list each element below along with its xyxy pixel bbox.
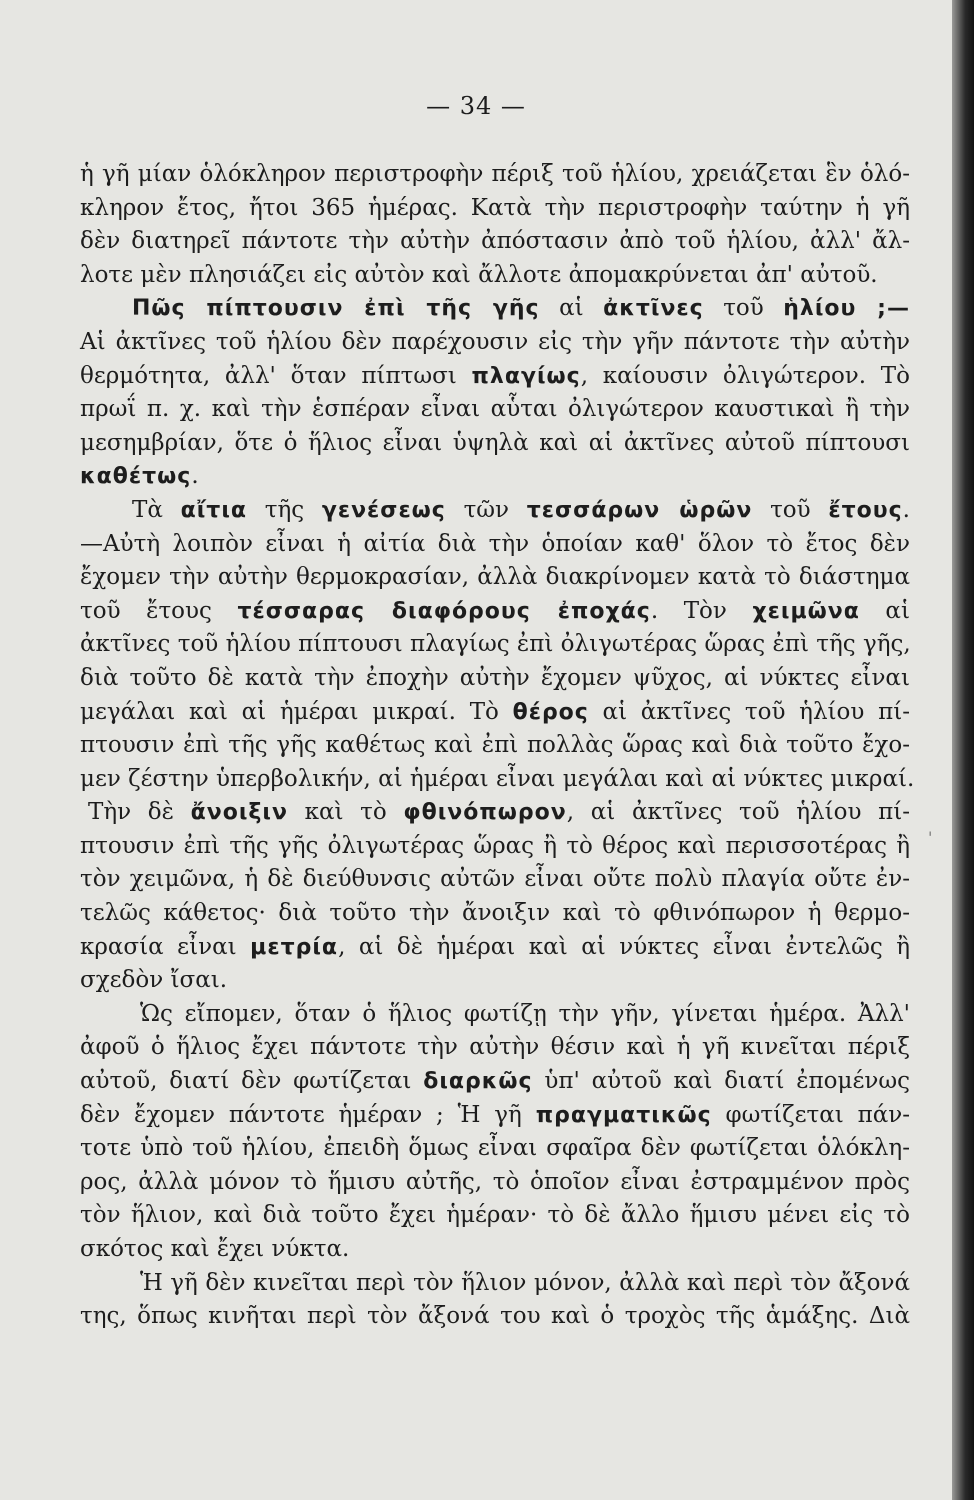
- text-segment: , αἱ δὲ ἡμέραι καὶ αἱ νύκτες εἶναι ἐντελῶς ἢ: [338, 933, 911, 960]
- text-line: [80, 1300, 910, 1334]
- text-segment: πρωΐ π. χ. καὶ τὴν ἑσπέραν εἶναι αὗται ὀλιγώτερον καυστικαὶ ἢ τὴν: [80, 396, 910, 423]
- text-segment: δὲν ἔχομεν πάντοτε ἡμέραν ; Ἡ γῆ: [80, 1101, 536, 1128]
- text-segment: της, ὅπως κινῆται περὶ τὸν ἄξονά του καὶ ὁ τροχὸς τῆς ἁμάξης. Διὰ: [80, 1303, 910, 1330]
- emphasis-text: θέρος: [512, 699, 589, 725]
- text-segment: τοῦ: [752, 496, 829, 523]
- text-line: [80, 998, 910, 1032]
- text-segment: μεν ζέστην ὑπερβολικήν, αἱ ἡμέραι εἶναι μεγάλαι καὶ αἱ νύκτες μικραί.: [80, 765, 915, 792]
- text-segment: καὶ τὸ: [287, 799, 404, 826]
- emphasis-text: αἴτια: [180, 497, 248, 523]
- text-line: [80, 1166, 910, 1200]
- text-line: [80, 1199, 910, 1233]
- emphasis-text: ἔτους: [828, 497, 903, 523]
- book-spine: [952, 0, 974, 1500]
- text-segment: Αἱ ἀκτῖνες τοῦ ἡλίου δὲν παρέχουσιν εἰς τὴν γῆν πάντοτε τὴν αὐτὴν: [80, 328, 910, 355]
- text-segment: Τὰ: [132, 496, 181, 523]
- text-line: [80, 897, 910, 931]
- text-segment: ἔχομεν τὴν αὐτὴν θερμοκρασίαν, ἀλλὰ διακρίνομεν κατὰ τὸ διάστημα: [80, 564, 910, 591]
- text-line: [80, 696, 910, 730]
- text-segment: ἀφοῦ ὁ ἥλιος ἔχει πάντοτε τὴν αὐτὴν θέσιν καὶ ἡ γῆ κινεῖται πέριξ: [80, 1034, 910, 1061]
- text-segment: αἱ: [539, 295, 604, 322]
- page-number: — 34 —: [426, 92, 526, 120]
- text-segment: διὰ τοῦτο δὲ κατὰ τὴν ἐποχὴν αὐτὴν ἔχομεν ψῦχος, αἱ νύκτες εἶναι: [80, 664, 910, 691]
- emphasis-text: τεσσάρων ὡρῶν: [526, 497, 753, 523]
- text-segment: Τὴν δὲ: [88, 799, 191, 826]
- emphasis-text: Πῶς πίπτουσιν ἐπὶ τῆς γῆς: [132, 296, 540, 322]
- text-line: [80, 393, 910, 427]
- margin-mark: ': [928, 828, 933, 847]
- text-line: [80, 1031, 910, 1065]
- text-segment: Ὡς εἴπομεν, ὅταν ὁ ἥλιος φωτίζῃ τὴν γῆν, γίνεται ἡμέρα. Ἀλλ': [140, 1000, 910, 1027]
- text-line: [80, 225, 910, 259]
- text-segment: —Αὐτὴ λοιπὸν εἶναι ἡ αἰτία διὰ τὴν ὁποίαν καθ' ὅλον τὸ ἔτος δὲν: [80, 530, 910, 557]
- text-line: [80, 1267, 910, 1301]
- text-segment: , καίουσιν ὀλιγώτερον. Τὸ: [580, 362, 910, 389]
- text-segment: ἀκτῖνες τοῦ ἡλίου πίπτουσι πλαγίως ἐπὶ ὀλιγωτέρας ὥρας ἐπὶ τῆς γῆς,: [80, 631, 911, 658]
- text-line: [80, 1099, 910, 1133]
- text-segment: αἱ ἀκτῖνες τοῦ ἡλίου πί-: [588, 698, 910, 725]
- text-line: [80, 595, 910, 629]
- text-segment: ἡ γῆ μίαν ὁλόκληρον περιστροφὴν πέριξ τοῦ ἡλίου, χρειάζεται ἓν ὁλό-: [80, 161, 910, 187]
- text-line: [80, 1065, 910, 1099]
- text-line: [80, 863, 910, 897]
- text-line: [80, 662, 910, 696]
- text-line: [80, 259, 910, 293]
- emphasis-text: ἡλίου ;—: [783, 296, 910, 322]
- text-segment: φωτίζεται πάν-: [711, 1101, 911, 1128]
- text-line: [80, 561, 910, 595]
- emphasis-text: πλαγίως: [471, 363, 581, 389]
- emphasis-text: χειμῶνα: [752, 598, 860, 624]
- text-line: [80, 460, 910, 494]
- emphasis-text: ἀκτῖνες: [603, 296, 704, 322]
- emphasis-text: γενέσεως: [321, 497, 446, 523]
- text-segment: τῶν: [445, 496, 527, 523]
- text-segment: τελῶς κάθετος· διὰ τοῦτο τὴν ἄνοιξιν καὶ τὸ φθινόπωρον ἡ θερμο-: [80, 900, 910, 927]
- text-segment: τοῦ: [703, 295, 784, 322]
- text-line: [80, 1132, 910, 1166]
- text-segment: αὐτοῦ, διατί δὲν φωτίζεται: [80, 1068, 424, 1095]
- emphasis-text: τέσσαρας διαφόρους ἐποχάς: [237, 598, 651, 624]
- text-segment: τοῦ ἔτους: [80, 597, 238, 624]
- emphasis-text: πραγματικῶς: [535, 1102, 712, 1128]
- text-line: [80, 360, 910, 394]
- text-segment: .: [902, 496, 910, 523]
- text-line: [80, 494, 910, 528]
- text-line: [80, 158, 910, 192]
- text-line: [80, 830, 910, 864]
- text-line: [80, 292, 910, 326]
- text-segment: τοτε ὑπὸ τοῦ ἡλίου, ἐπειδὴ ὅμως εἶναι σφαῖρα δὲν φωτίζεται ὁλόκλη-: [80, 1135, 910, 1162]
- text-line: [80, 192, 910, 226]
- text-line: [80, 628, 910, 662]
- text-segment: μεσημβρίαν, ὅτε ὁ ἥλιος εἶναι ὑψηλὰ καὶ αἱ ἀκτῖνες αὐτοῦ πίπτουσι: [80, 429, 910, 456]
- text-segment: ὑπ' αὐτοῦ καὶ διατί ἐπομένως: [532, 1068, 910, 1095]
- text-segment: ρος, ἀλλὰ μόνον τὸ ἥμισυ αὐτῆς, τὸ ὁποῖον εἶναι ἐστραμμένον πρὸς: [80, 1168, 910, 1195]
- text-line: [80, 326, 910, 360]
- emphasis-text: μετρία: [250, 934, 339, 960]
- text-segment: τὸν ἥλιον, καὶ διὰ τοῦτο ἔχει ἡμέραν· τὸ δὲ ἄλλο ἥμισυ μένει εἰς τὸ: [80, 1202, 910, 1229]
- text-line: [80, 729, 910, 763]
- text-segment: Ἡ γῆ δὲν κινεῖται περὶ τὸν ἥλιον μόνον, ἀλλὰ καὶ περὶ τὸν ἄξονά: [140, 1269, 910, 1296]
- text-segment: κρασία εἶναι: [80, 933, 251, 960]
- text-line: [80, 931, 910, 965]
- text-segment: , αἱ ἀκτῖνες τοῦ ἡλίου πί-: [566, 799, 910, 826]
- text-segment: .: [191, 463, 199, 490]
- text-line: [80, 1233, 910, 1267]
- text-line: [80, 427, 910, 461]
- emphasis-text: καθέτως: [80, 464, 192, 490]
- emphasis-text: φθινόπωρον: [403, 800, 567, 826]
- text-segment: πτουσιν ἐπὶ τῆς γῆς ὀλιγωτέρας ὥρας ἢ τὸ θέρος καὶ περισσοτέρας ἢ: [80, 832, 910, 859]
- emphasis-text: ἄνοιξιν: [190, 800, 288, 826]
- text-segment: τὸν χειμῶνα, ἡ δὲ διεύθυνσις αὐτῶν εἶναι οὔτε πολὺ πλαγία οὔτε ἐν-: [80, 866, 910, 893]
- text-line: [80, 763, 915, 797]
- text-segment: θερμότητα, ἀλλ' ὅταν πίπτωσι: [80, 362, 472, 389]
- text-segment: λοτε μὲν πλησιάζει εἰς αὐτὸν καὶ ἄλλοτε ἀπομακρύνεται ἀπ' αὐτοῦ.: [80, 261, 878, 288]
- text-segment: . Τὸν: [650, 597, 753, 624]
- text-line: [80, 528, 910, 562]
- text-segment: σκότος καὶ ἔχει νύκτα.: [80, 1236, 350, 1262]
- text-segment: σχεδὸν ἴσαι.: [80, 967, 228, 994]
- text-segment: αἱ: [859, 597, 910, 624]
- text-segment: μεγάλαι καὶ αἱ ἡμέραι μικραί. Τὸ: [80, 698, 513, 725]
- text-segment: τῆς: [247, 496, 322, 523]
- text-segment: πτουσιν ἐπὶ τῆς γῆς καθέτως καὶ ἐπὶ πολλὰς ὥρας καὶ διὰ τοῦτο ἔχο-: [80, 732, 910, 759]
- text-segment: κληρον ἔτος, ἤτοι 365 ἡμέρας. Κατὰ τὴν περιστροφὴν ταύτην ἡ γῆ: [80, 194, 910, 221]
- text-line: [80, 796, 910, 830]
- text-segment: δὲν διατηρεῖ πάντοτε τὴν αὐτὴν ἀπόστασιν ἀπὸ τοῦ ἡλίου, ἀλλ' ἄλ-: [80, 228, 910, 255]
- body-text: [80, 158, 915, 1334]
- emphasis-text: διαρκῶς: [423, 1069, 533, 1095]
- text-line: [80, 964, 910, 998]
